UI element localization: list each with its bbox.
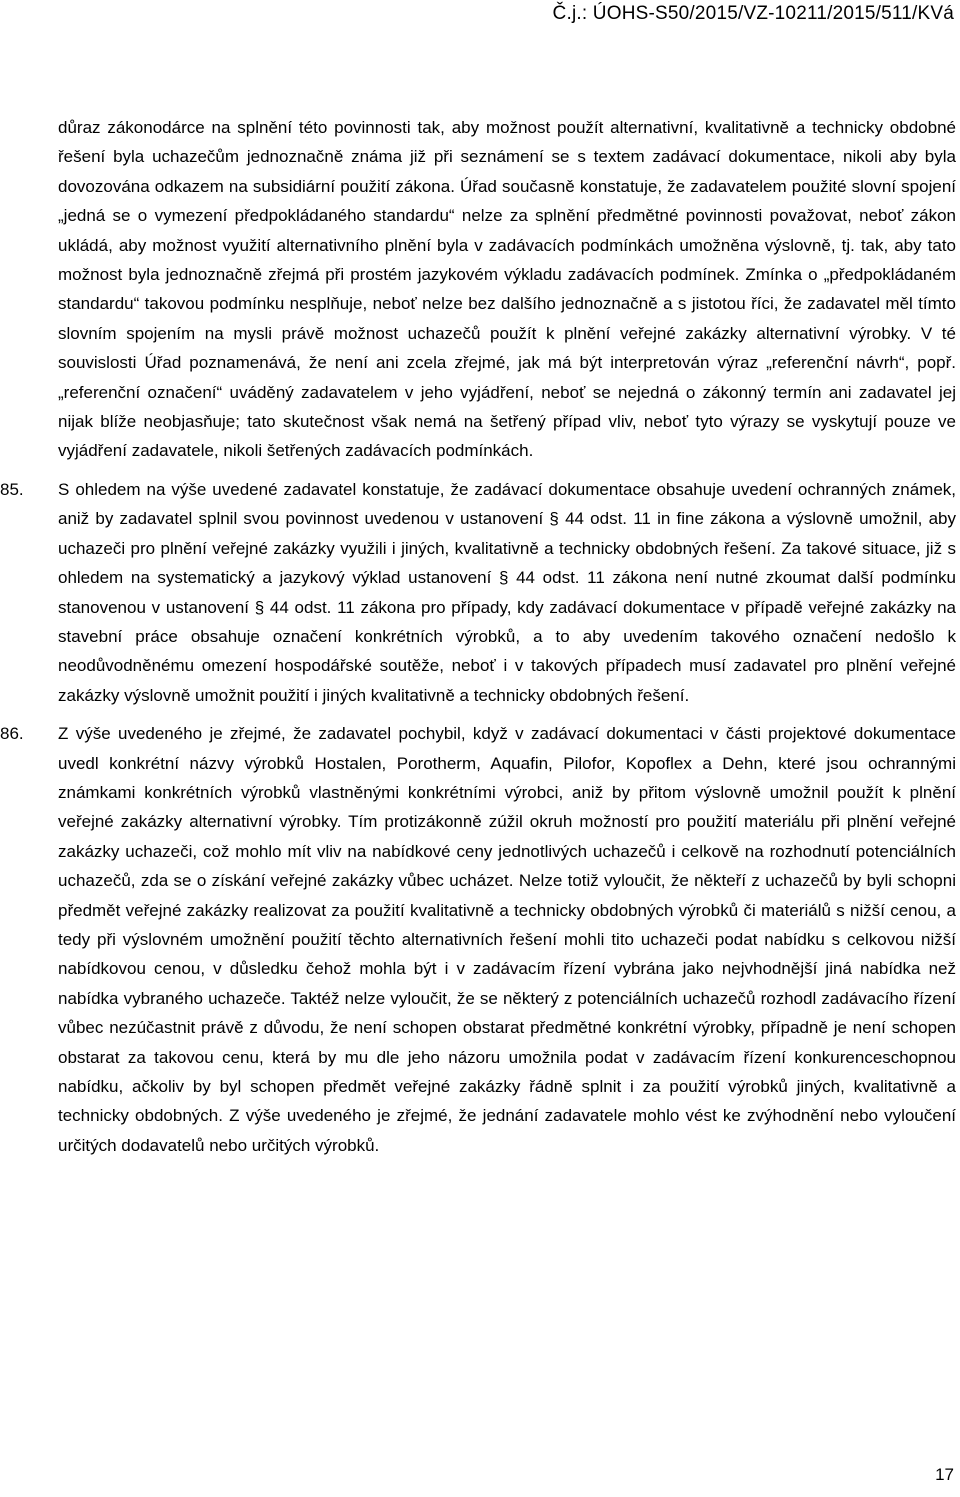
- page-number: 17: [935, 1465, 954, 1484]
- document-body: [0, 113, 956, 1160]
- paragraph-continuation: [58, 113, 956, 466]
- paragraph-85: [0, 475, 956, 710]
- paragraph-number: 86.: [0, 724, 24, 744]
- paragraph-text: důraz zákonodárce na splnění této povinnosti tak, aby možnost použít alternativní, kvalitativně a technicky obdobné řešení byla uchazečům jednoznačně známa již při seznámení se s textem zadávací dokumentace, nikoli aby byla dovozována odkazem na subsidiární použití zákona. Úřad současně konstatuje, že zadavatelem použité slovní spojení „jedná se o vymezení předpokládaného standardu“ nelze za splnění předmětné povinnosti považovat, neboť zákon ukládá, aby možnost využití alternativního plnění byla v zadávacích podmínkách umožněna výslovně, tj. tak, aby tato možnost byla jednoznačně zřejmá při prostém jazykovém výkladu zadávacích podmínek. Zmínka o „předpokládaném standardu“ takovou podmínku nesplňuje, neboť nelze bez dalšího jednoznačně a s jistotou říci, že zadavatel měl tímto slovním spojením na mysli právě možnost uchazečů použít k plnění veřejné zakázky alternativní výrobky. V té souvislosti Úřad poznamenává, že není ani zcela zřejmé, jak má být interpretován výraz „referenční návrh“, popř. „referenční označení“ uváděný zadavatelem v jeho vyjádření, neboť se nejedná o zákonný termín ani zadavatel jej nijak blíže neobjasňuje; tato skutečnost však nemá na šetřený případ vliv, neboť tyto výrazy se vyskytují pouze ve vyjádření zadavatele, nikoli šetřených zadávacích podmínkách.: [58, 118, 956, 461]
- document-reference: Č.j.: ÚOHS-S50/2015/VZ-10211/2015/511/KVá: [552, 3, 954, 24]
- paragraph-86: [0, 719, 956, 1160]
- paragraph-number: 85.: [0, 479, 24, 499]
- paragraph-text: Z výše uvedeného je zřejmé, že zadavatel pochybil, když v zadávací dokumentaci v části projektové dokumentace uvedl konkrétní názvy výrobků Hostalen, Porotherm, Aquafin, Pilofor, Kopoflex a Dehn, které jsou ochrannými známkami konkrétních výrobků vlastněnými konkrétními výrobci, aniž by přitom výslovně umožnil použít k plnění veřejné zakázky alternativní výrobky. Tím protizákonně zúžil okruh možností pro použití materiálu při plnění veřejné zakázky uchazeči, což mohlo mít vliv na nabídkové ceny jednotlivých uchazečů i celkově na rozhodnutí potenciálních uchazečů, zda se o získání veřejné zakázky vůbec ucházet. Nelze totiž vyloučit, že někteří z uchazečů by byli schopni předmět veřejné zakázky realizovat za použití kvalitativně a technicky obdobných výrobků či materiálů s nižší cenou, a tedy při výslovném umožnění použití těchto alternativních řešení mohli tito uchazeči podat nabídku s celkovou nižší nabídkovou cenou, v důsledku čehož mohla být i v zadávacím řízení vybrána jako nejvhodnější jiná nabídka než nabídka vybraného uchazeče. Taktéž nelze vyloučit, že se některý z potenciálních uchazečů rozhodl zadávacího řízení vůbec nezúčastnit právě z důvodu, že není schopen obstarat předmětné konkrétní výrobky, případně je není schopen obstarat za takovou cenu, která by mu dle jeho názoru umožnila podat v zadávacím řízení konkurenceschopnou nabídku, ačkoliv by byl schopen předmět veřejné zakázky řádně splnit i za použití výrobků jiných, kvalitativně a technicky obdobných. Z výše uvedeného je zřejmé, že jednání zadavatele mohlo vést ke zvýhodnění nebo vyloučení určitých dodavatelů nebo určitých výrobků.: [58, 724, 956, 1155]
- paragraph-text: S ohledem na výše uvedené zadavatel konstatuje, že zadávací dokumentace obsahuje uvedení ochranných známek, aniž by zadavatel splnil svou povinnost uvedenou v ustanovení § 44 odst. 11 in fine zákona a výslovně umožnil, aby uchazeči pro plnění veřejné zakázky využili i jiných, kvalitativně a technicky obdobných řešení. Za takové situace, již s ohledem na systematický a jazykový výklad ustanovení § 44 odst. 11 zákona není nutné zkoumat další podmínku stanovenou v ustanovení § 44 odst. 11 zákona pro případy, kdy zadávací dokumentace v případě veřejné zakázky na stavební práce obsahuje označení konkrétních výrobků, a to aby uvedením takového označení nedošlo k neodůvodněnému omezení hospodářské soutěže, neboť i v takových případech musí zadavatel pro plnění veřejné zakázky výslovně umožnit použití i jiných kvalitativně a technicky obdobných řešení.: [58, 479, 956, 705]
